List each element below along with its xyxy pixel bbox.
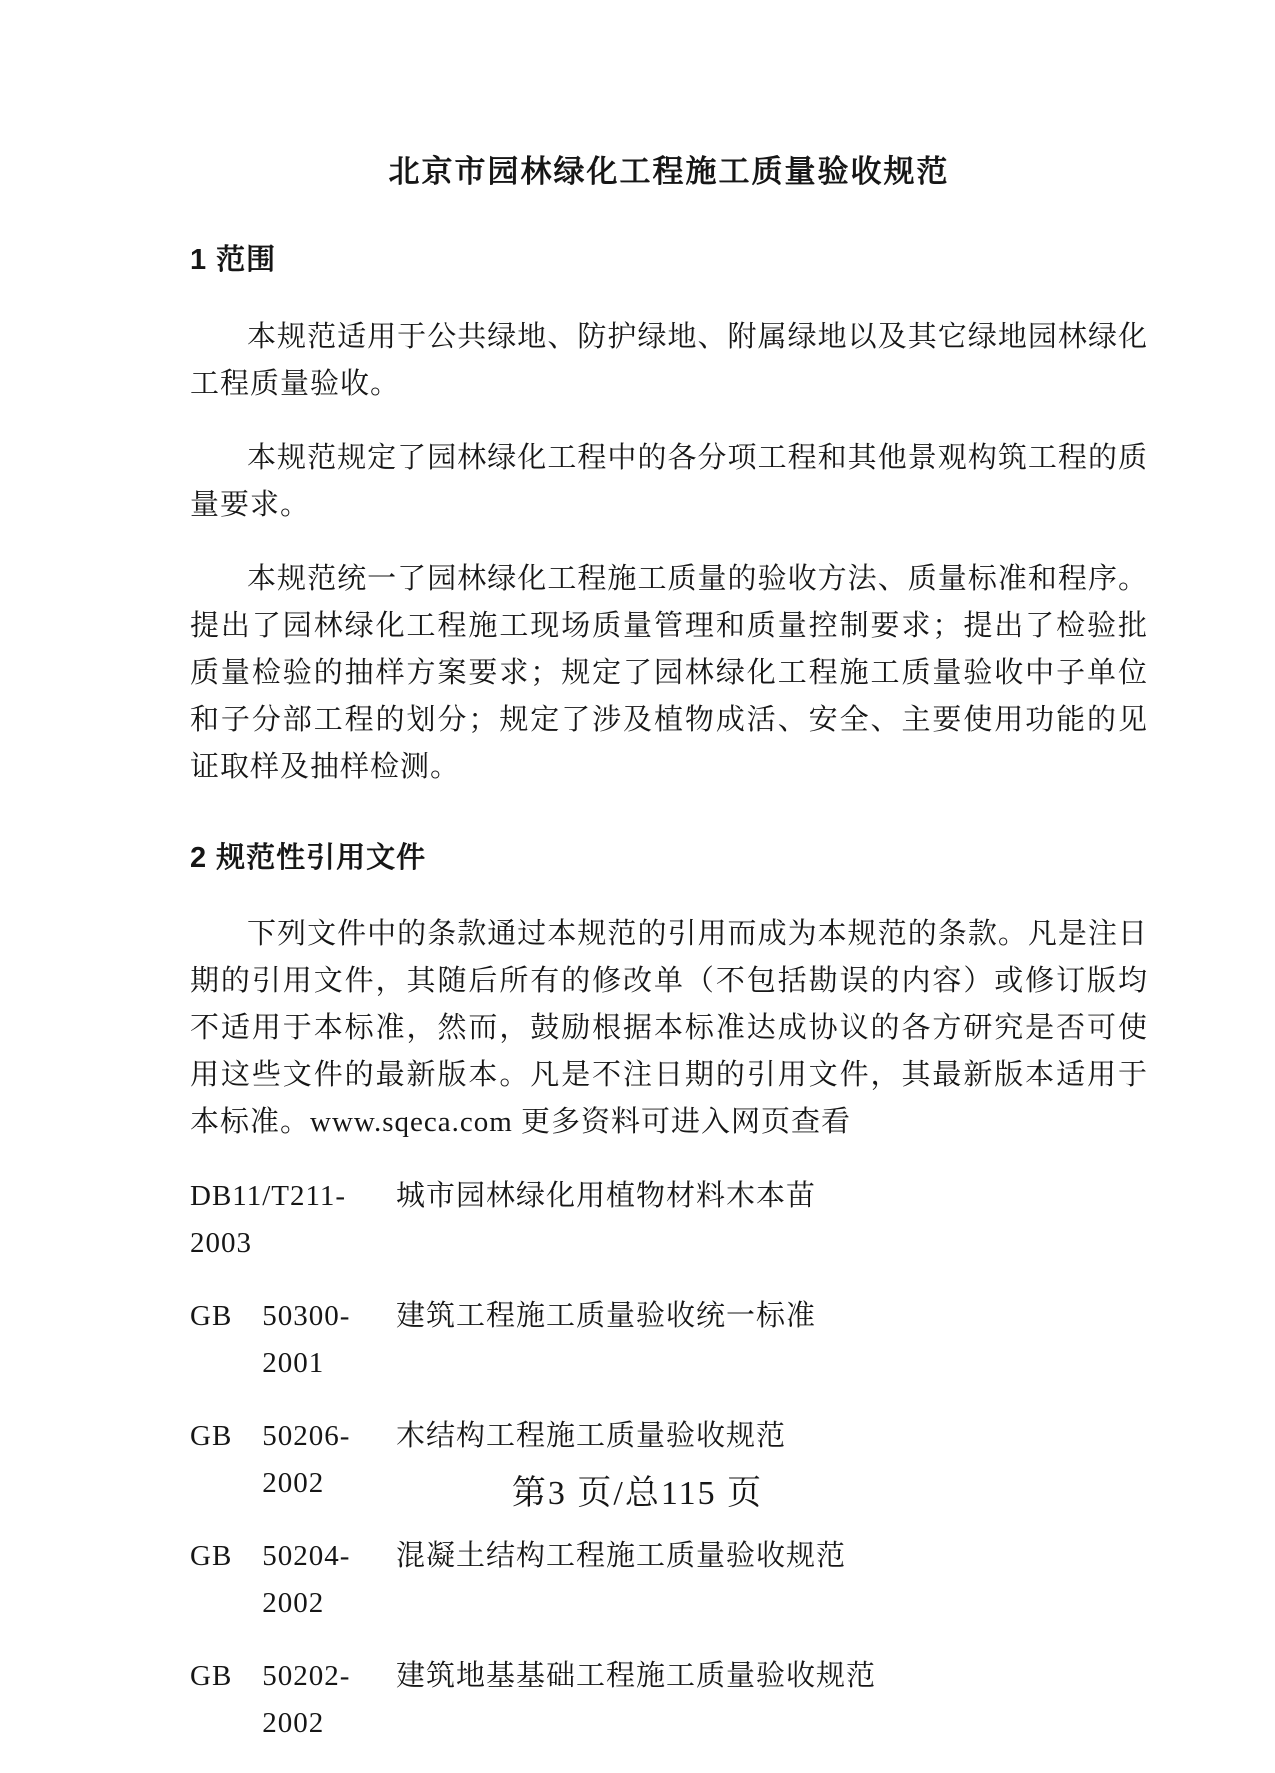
- reference-standard-code: DB11/T211-2003: [190, 1180, 347, 1259]
- reference-row: [190, 1173, 1148, 1267]
- section-1-paragraph-2: 本规范规定了园林绿化工程中的各分项工程和其他景观构筑工程的质量要求。: [190, 442, 1148, 521]
- reference-standard-code: GB: [190, 1420, 233, 1452]
- section-1-paragraph-3: 本规范统一了园林绿化工程施工质量的验收方法、质量标准和程序。提出了园林绿化工程施工现场质量管理和质量控制要求；提出了检验批质量检验的抽样方案要求；规定了园林绿化工程施工质量验收中子单位和子分部工程的划分；规定了涉及植物成活、安全、主要使用功能的见证取样及抽样检测。: [190, 563, 1148, 783]
- reference-standard-code: GB: [190, 1660, 233, 1692]
- reference-standard-name: 混凝土结构工程施工质量验收规范: [396, 1540, 847, 1572]
- section-2-paragraph-1: 下列文件中的条款通过本规范的引用而成为本规范的条款。凡是注日期的引用文件，其随后所有的修改单（不包括勘误的内容）或修订版均不适用于本标准，然而，鼓励根据本标准达成协议的各方研究是否可使用这些文件的最新版本。凡是不注日期的引用文件，其最新版本适用于本标准。www.sqeca.com 更多资料可进入网页查看: [190, 918, 1148, 1138]
- reference-standard-number: 50206-2002: [262, 1420, 351, 1499]
- reference-row: [190, 1293, 1148, 1387]
- reference-standard-name: 建筑工程施工质量验收统一标准: [396, 1300, 817, 1332]
- section-1-heading: 1 范围: [190, 244, 277, 276]
- reference-standard-number: 50202-2002: [262, 1660, 351, 1739]
- reference-code-group: [190, 1173, 396, 1267]
- reference-code-group: [190, 1653, 396, 1747]
- reference-row: [190, 1653, 1148, 1747]
- section-1-paragraph-1: 本规范适用于公共绿地、防护绿地、附属绿地以及其它绿地园林绿化工程质量验收。: [190, 321, 1148, 400]
- reference-standard-name: 城市园林绿化用植物材料木本苗: [396, 1180, 817, 1212]
- reference-code-group: [190, 1533, 396, 1627]
- page-footer: 第3 页/总115 页: [511, 1475, 764, 1512]
- reference-standard-name: 木结构工程施工质量验收规范: [396, 1420, 787, 1452]
- reference-row: [190, 1533, 1148, 1627]
- document-title: 北京市园林绿化工程施工质量验收规范: [388, 154, 950, 189]
- section-2-heading: 2 规范性引用文件: [190, 842, 427, 874]
- reference-standard-number: 50204-2002: [262, 1540, 351, 1619]
- reference-standard-code: GB: [190, 1540, 233, 1572]
- reference-code-group: [190, 1293, 396, 1387]
- reference-standard-name: 建筑地基基础工程施工质量验收规范: [396, 1660, 877, 1692]
- reference-standard-number: 50300-2001: [262, 1300, 351, 1379]
- references-list: [190, 1173, 1148, 1747]
- reference-standard-code: GB: [190, 1300, 233, 1332]
